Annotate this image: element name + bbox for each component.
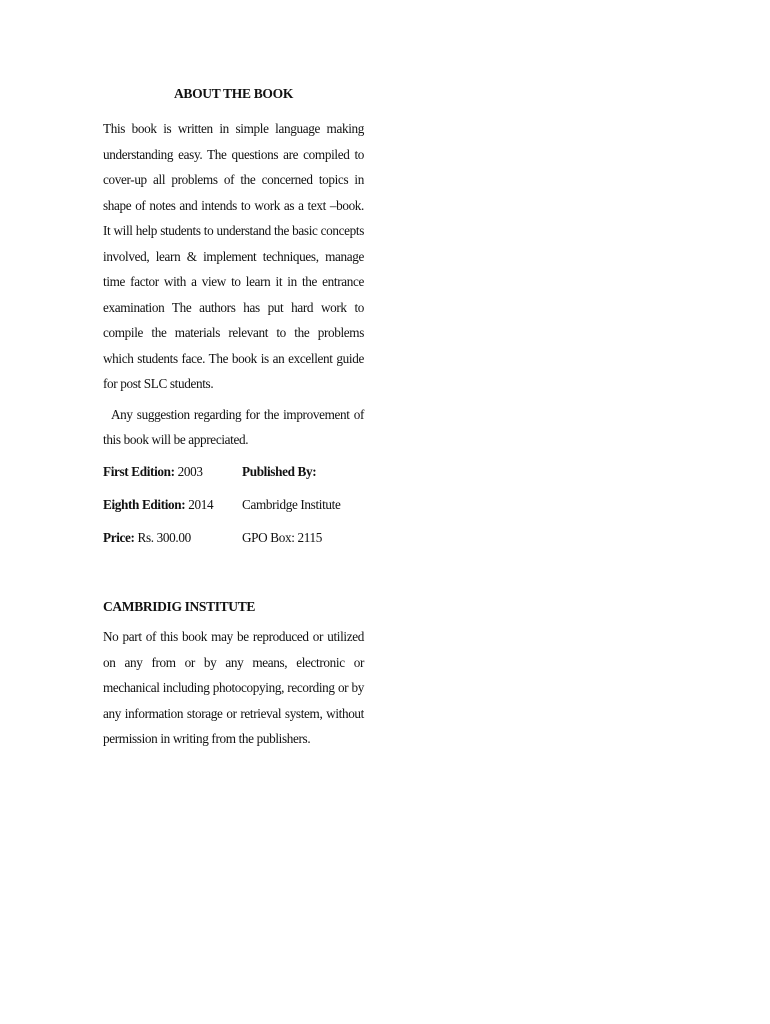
info-row-third: [103, 530, 373, 563]
copyright-text: No part of this book may be reproduced or utilized on any from or by any means, electronic or mechanical including photocopying, recording or by any information storage or retrieval system, without permission in writing from the publishers.: [103, 629, 364, 746]
copyright-section: [103, 599, 364, 752]
edition-info: [103, 464, 373, 563]
eighth-edition: [103, 497, 213, 513]
first-edition: [103, 464, 203, 480]
about-section: [103, 86, 364, 453]
eighth-edition-value: 2014: [185, 497, 214, 512]
about-title: ABOUT THE BOOK: [173, 86, 294, 101]
published-by-label: Published By:: [242, 464, 317, 479]
first-edition-label: First Edition:: [103, 464, 175, 479]
price-value: Rs. 300.00: [134, 530, 191, 545]
price-label: Price:: [103, 530, 135, 545]
suggestion-paragraph: Any suggestion regarding for the improvement of this book will be appreciated.: [103, 406, 364, 447]
info-row-first: [103, 464, 373, 497]
first-edition-value: 2003: [174, 464, 203, 479]
info-row-second: [103, 497, 373, 530]
copyright-heading: CAMBRIDIG INSTITUTE: [103, 599, 256, 614]
about-paragraph: This book is written in simple language making understanding easy. The questions are compiled to cover-up all problems of the concerned topics in shape of notes and intends to work as a text –book. It will help students to understand the basic concepts involved, learn & implement techniques, manage time factor with a view to learn it in the entrance examination The authors has put hard work to compile the materials relevant to the problems which students face. The book is an excellent guide for post SLC students.: [103, 121, 364, 391]
publisher-name: Cambridge Institute: [242, 497, 341, 512]
eighth-edition-label: Eighth Edition:: [103, 497, 186, 512]
publisher-address: GPO Box: 2115: [242, 530, 322, 545]
price: [103, 530, 191, 546]
